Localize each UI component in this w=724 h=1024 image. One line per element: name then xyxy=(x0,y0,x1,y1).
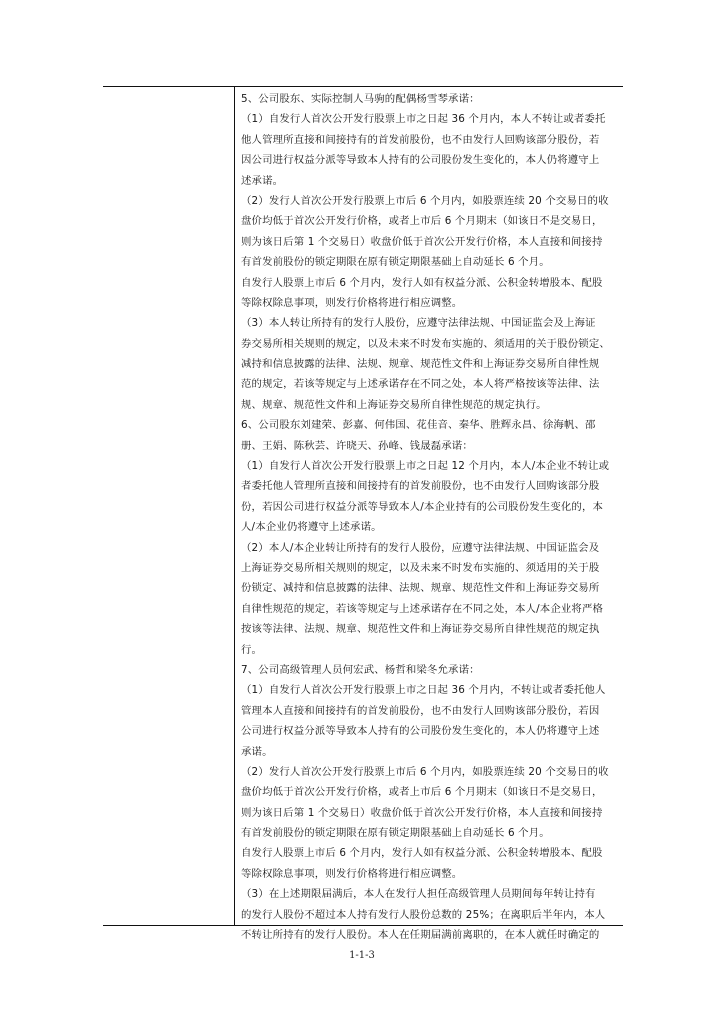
table-bottom-rule xyxy=(103,925,623,926)
text-line: 述承诺。 xyxy=(241,174,284,187)
text-line: 7、公司高级管理人员何宏武、杨哲和梁冬允承诺： xyxy=(241,663,480,676)
text-line: （2）本人/本企业转让所持有的发行人股份，应遵守法律法规、中国证监会及 xyxy=(241,541,600,554)
text-line: 有首发前股份的锁定期限在原有锁定期限基础上自动延长 6 个月。 xyxy=(241,256,550,269)
commitment-text-cell xyxy=(241,89,621,945)
text-line: （1）自发行人首次公开发行股票上市之日起 36 个月内，不转让或者委托他人 xyxy=(241,684,606,697)
text-line: 册、王娟、陈秋芸、许晓天、孙峰、钱晟磊承诺： xyxy=(241,439,473,452)
text-line: 管理本人直接和间接持有的首发前股份，也不由发行人回购该部分股份，若因 xyxy=(241,704,600,717)
text-line: 不转让所持有的发行人股份。本人在任期届满前离职的，在本人就任时确定的 xyxy=(241,929,600,942)
text-line: 盘价均低于首次公开发行价格，或者上市后 6 个月期末（如该日不是交易日， xyxy=(241,786,603,799)
text-line: （1）自发行人首次公开发行股票上市之日起 12 个月内，本人/本企业不转让或 xyxy=(241,460,610,473)
text-line: 行。 xyxy=(241,643,263,656)
text-line: 者委托他人管理所直接和间接持有的首发前股份，也不由发行人回购该部分股 xyxy=(241,480,600,493)
text-line: 盘价均低于首次公开发行价格，或者上市后 6 个月期末（如该日不是交易日， xyxy=(241,215,603,228)
text-line: 等除权除息事项，则发行价格将进行相应调整。 xyxy=(241,296,463,309)
text-line: （2）发行人首次公开发行股票上市后 6 个月内，如股票连续 20 个交易日的收 xyxy=(241,765,609,778)
text-line: （3）在上述期限届满后，本人在发行人担任高级管理人员期间每年转让持有 xyxy=(241,888,596,901)
table-column-divider xyxy=(234,87,235,925)
text-line: 因公司进行权益分派等导致本人持有的公司股份发生变化的，本人仍将遵守上 xyxy=(241,154,600,167)
text-line: 公司进行权益分派等导致本人持有的公司股份发生变化的，本人仍将遵守上述 xyxy=(241,725,600,738)
text-line: 自发行人股票上市后 6 个月内，发行人如有权益分派、公积金转增股本、配股 xyxy=(241,276,603,289)
text-line: 规、规章、规范性文件和上海证券交易所自律性规范的规定执行。 xyxy=(241,398,547,411)
text-line: 他人管理所直接和间接持有的首发前股份，也不由发行人回购该部分股份，若 xyxy=(241,133,600,146)
text-line: （1）自发行人首次公开发行股票上市之日起 36 个月内，本人不转让或者委托 xyxy=(241,113,606,126)
text-line: 范的规定，若该等规定与上述承诺存在不同之处，本人将严格按该等法律、法 xyxy=(241,378,600,391)
text-line: 券交易所相关规则的规定，以及未来不时发布实施的、须适用的关于股份锁定、 xyxy=(241,337,610,350)
text-line: 等除权除息事项，则发行价格将进行相应调整。 xyxy=(241,867,463,880)
text-line: 人/本企业仍将遵守上述承诺。 xyxy=(241,521,382,534)
text-line: 上海证券交易所相关规则的规定，以及未来不时发布实施的、须适用的关于股 xyxy=(241,561,600,574)
text-line: 则为该日后第 1 个交易日）收盘价低于首次公开发行价格，本人直接和间接持 xyxy=(241,806,603,819)
page-number: 1-1-3 xyxy=(349,950,375,961)
text-line: 份锁定、减持和信息披露的法律、法规、规章、规范性文件和上海证券交易所 xyxy=(241,582,600,595)
table-top-rule xyxy=(103,86,623,87)
text-line: （3）本人转让所持有的发行人股份，应遵守法律法规、中国证监会及上海证 xyxy=(241,317,596,330)
text-line: 有首发前股份的锁定期限在原有锁定期限基础上自动延长 6 个月。 xyxy=(241,827,550,840)
text-line: 自律性规范的规定，若该等规定与上述承诺存在不同之处，本人/本企业将严格 xyxy=(241,602,604,615)
text-line: （2）发行人首次公开发行股票上市后 6 个月内，如股票连续 20 个交易日的收 xyxy=(241,194,609,207)
text-line: 则为该日后第 1 个交易日）收盘价低于首次公开发行价格，本人直接和间接持 xyxy=(241,235,603,248)
text-line: 按该等法律、法规、规章、规范性文件和上海证券交易所自律性规范的规定执 xyxy=(241,623,600,636)
text-line: 承诺。 xyxy=(241,745,273,758)
text-line: 份，若因公司进行权益分派等导致本人/本企业持有的公司股份发生变化的，本 xyxy=(241,500,604,513)
text-line: 的发行人股份不超过本人持有发行人股份总数的 25%；在离职后半年内，本人 xyxy=(241,908,606,921)
text-line: 减持和信息披露的法律、法规、规章、规范性文件和上海证券交易所自律性规 xyxy=(241,358,600,371)
text-line: 6、公司股东刘建荣、彭嘉、何伟国、花佳音、秦华、胜辉永昌、徐海帆、邵 xyxy=(241,419,596,432)
text-line: 自发行人股票上市后 6 个月内，发行人如有权益分派、公积金转增股本、配股 xyxy=(241,847,603,860)
text-line: 5、公司股东、实际控制人马驹的配偶杨雪琴承诺： xyxy=(241,93,480,105)
